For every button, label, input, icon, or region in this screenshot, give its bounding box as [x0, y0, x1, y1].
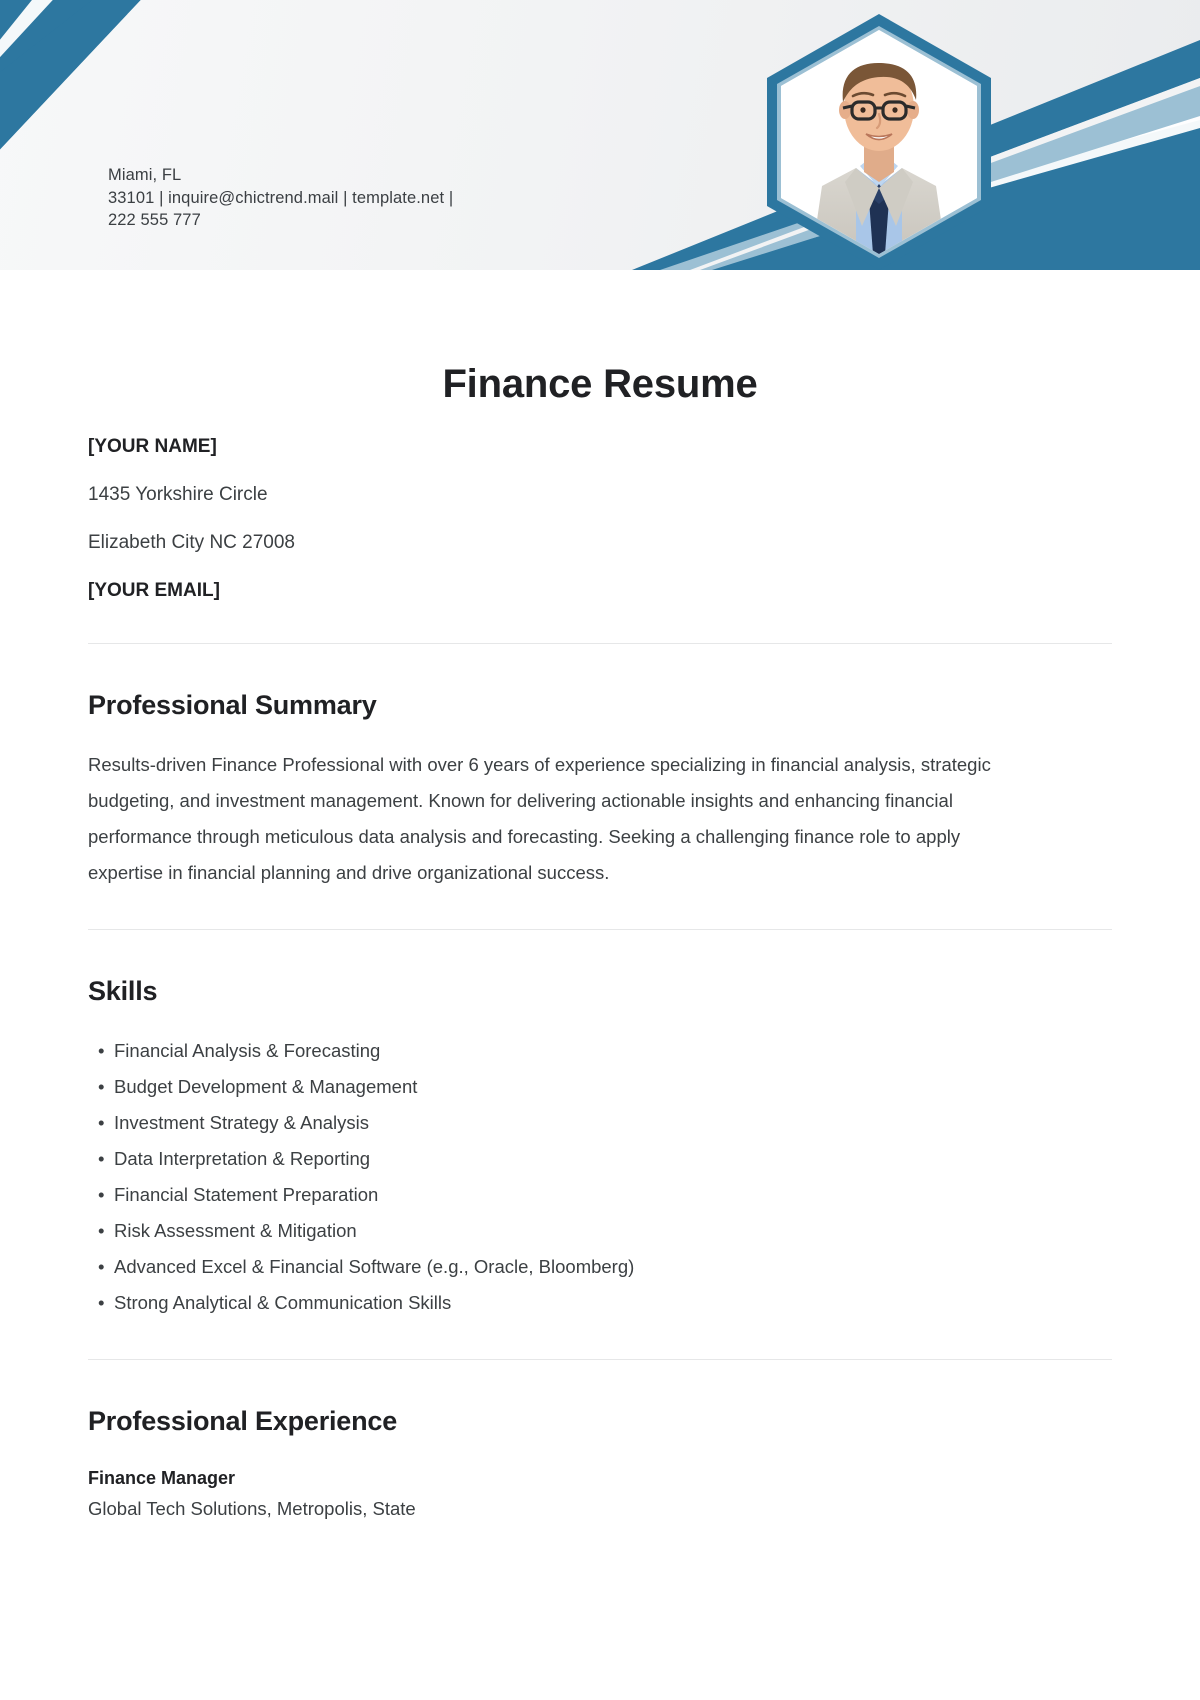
resume-document	[0, 270, 1200, 1525]
summary-text: Results-driven Finance Professional with over 6 years of experience specializing in financial analysis, strategic budgeting, and investment management. Known for delivering actionable insights and enhancing financial performance through meticulous data analysis and forecasting. Seeking a challenging finance role to apply expertise in financial planning and drive organizational success.	[88, 754, 991, 883]
header-contact-block	[108, 164, 538, 232]
address-line-1: 1435 Yorkshire Circle	[88, 484, 268, 505]
list-item: • Advanced Excel & Financial Software (e.g., Oracle, Bloomberg)	[88, 1249, 1112, 1285]
skills-list	[88, 1033, 1112, 1321]
list-item: • Risk Assessment & Mitigation	[88, 1213, 1112, 1249]
candidate-name: [YOUR NAME]	[88, 436, 217, 457]
address-line-2: Elizabeth City NC 27008	[88, 532, 295, 553]
top-left-diagonal-band	[0, 0, 150, 160]
list-item: • Data Interpretation & Reporting	[88, 1141, 1112, 1177]
list-item: • Strong Analytical & Communication Skills	[88, 1285, 1112, 1321]
header-banner	[0, 0, 1200, 270]
section-skills	[88, 976, 1112, 1321]
experience-heading: Professional Experience	[88, 1406, 398, 1436]
divider-after-identity	[88, 643, 1112, 644]
contact-line-1: Miami, FL	[108, 166, 182, 184]
section-professional-summary	[88, 690, 1112, 891]
experience-entry	[88, 1463, 1112, 1525]
divider-after-skills	[88, 1359, 1112, 1360]
contact-line-3: 222 555 777	[108, 211, 201, 229]
summary-heading: Professional Summary	[88, 690, 377, 720]
divider-after-summary	[88, 929, 1112, 930]
contact-line-2: 33101 | inquire@chictrend.mail | template.net |	[108, 188, 454, 207]
list-item: • Financial Analysis & Forecasting	[88, 1033, 1112, 1069]
list-item: • Financial Statement Preparation	[88, 1177, 1112, 1213]
candidate-email: [YOUR EMAIL]	[88, 580, 220, 601]
list-item: • Investment Strategy & Analysis	[88, 1105, 1112, 1141]
list-item: • Budget Development & Management	[88, 1069, 1112, 1105]
job-employer-location: Global Tech Solutions, Metropolis, State	[88, 1498, 416, 1519]
section-professional-experience	[88, 1406, 1112, 1525]
identity-block	[88, 433, 1112, 605]
skills-heading: Skills	[88, 976, 158, 1006]
page-title: Finance Resume	[442, 362, 758, 406]
job-title: Finance Manager	[88, 1468, 236, 1488]
